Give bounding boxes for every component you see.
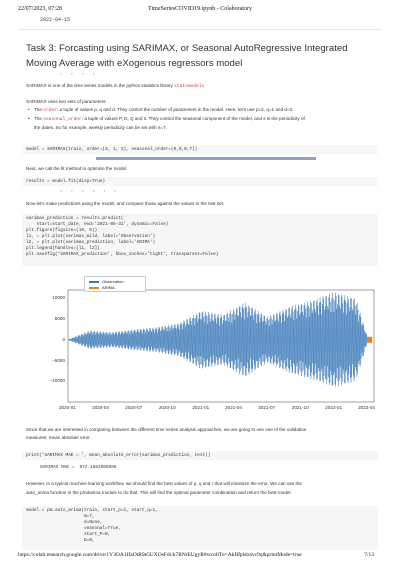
text-comparison: Since that we are interested in comparing between the different time series analysis approaches, we are going to use one of the validation <box>26 427 307 432</box>
x-tick-label: 2021-10 <box>291 405 309 410</box>
text-auto-arima-2: auto_arima function in the pmdarima module to do that. This will find the optimal parameter combination and return the best model. <box>26 490 292 495</box>
line-chart <box>50 286 380 414</box>
legend-arima: ARIMA <box>89 285 115 290</box>
cell-separator <box>18 29 382 30</box>
code-fit: results = model.fit(disp=True) <box>26 179 106 184</box>
code-predict: sarimax_prediction = results.predict( start=start_date, end='2021-05-31', dynamic=False) plt.figure(figsize=(10, 5)) l1, = plt.plot(sarimax_mild, label='Observation') l2, = plt.plot(sarimax_prediction, label='ARIMA') plt.legend(handles=[l1, l2]) plt.savefig('SARIMAX_prediction', bbox_inches='tight', transparent=False) <box>26 216 219 257</box>
text-predictions: Now let's make predictions using the model, and compare those against the values in the test set. <box>26 201 225 206</box>
bullet-seasonal-order: • The seasonal_order: a tuple of values P, D, Q and s. They control the seasonal component of the model, and s is the periodicity of the dates. So for example, weekly periodicity can be set with s=7. <box>28 116 305 130</box>
code-mae: print('SARIMAX MAE = ', mean_absolute_error(sarimax_prediction, test)) <box>26 453 211 458</box>
text-mae: measures: mean absolute error. <box>26 435 91 440</box>
text-fit: Next, we call the fit method to optimize the model. <box>26 166 128 171</box>
code-auto-arima: model = pm.auto_arima(train, start_p=1, start_q=1, m=7, d=None, seasonal=True, start_P=0, D=0, <box>26 508 158 543</box>
x-tick-label: 2020-04 <box>92 405 109 410</box>
text-parameters: SARIMAX uses two sets of parameters: <box>26 99 107 104</box>
chart-area <box>50 286 380 414</box>
code-model: model = SARIMAX(train, order=(3, 1, 2), seasonal_order=(0,0,0,7)) <box>26 147 198 152</box>
y-tick-label: −5000 <box>52 357 65 363</box>
x-tick-label: 2022-01 <box>325 405 343 410</box>
footer-url: https://colab.research.google.com/drive/1Y3OA1IfaOtR9e5UXOsFdi/k7RNtEUgyR#scrollTo=AkIIfplsb4vc9q&printMode=true <box>18 552 302 558</box>
y-tick-label: 10000 <box>52 295 65 301</box>
footer-page-number: 7/13 <box>364 552 374 558</box>
page-header <box>0 2 400 12</box>
y-tick-label: −10000 <box>49 378 65 384</box>
y-tick-label: 5000 <box>54 316 65 322</box>
x-tick-label: 2021-04 <box>225 405 242 410</box>
chart-legend <box>84 276 146 292</box>
y-tick-label: 0 <box>62 336 65 342</box>
section-title: Task 3: Forcasting using SARIMAX, or Seasonal AutoRegressive Integrated Moving Average with eXogenous regressors model <box>26 43 348 69</box>
text-sarimax-intro: SARIMAX is one of the time series models in the python statistics library statsmodels <box>26 83 205 89</box>
header-timestamp: 22/07/2023, 07:28 <box>18 6 63 12</box>
bullet-order: • The order: a tuple of values p, q and d. They control the number of parameters in the model. Here, let's use p=2, q=1 and d=3. <box>28 107 294 113</box>
x-tick-label: 2021-01 <box>192 405 210 410</box>
x-tick-label: 2020-07 <box>125 405 143 410</box>
series-arima <box>367 337 372 343</box>
mae-output: SARIMAX MAE = 972.1662966895 <box>40 465 117 470</box>
x-tick-label: 2021-07 <box>258 405 276 410</box>
header-title: TimeSeriesCOVID19.ipynb - Colaboratory <box>148 6 252 12</box>
text-auto-arima: However, in a typical machine learning workflow, we should find the best values of p, q and r that will minimize the error. We can use the <box>26 481 302 486</box>
render-artifact: ▪ ▪ ▪ ▪ ▪ ▪ <box>60 190 120 194</box>
x-tick-label: 2020-10 <box>158 405 176 410</box>
render-artifact: ▪ ▪ ▪ ▪ <box>60 73 98 77</box>
x-tick-label: 2022-04 <box>358 405 375 410</box>
page-footer <box>0 552 400 562</box>
date-output: 2022-04-15 <box>40 17 71 23</box>
legend-observation: Observation <box>89 279 124 284</box>
series-observation <box>68 293 367 387</box>
x-tick-label: 2020-01 <box>59 405 76 410</box>
progress-output <box>96 157 316 160</box>
